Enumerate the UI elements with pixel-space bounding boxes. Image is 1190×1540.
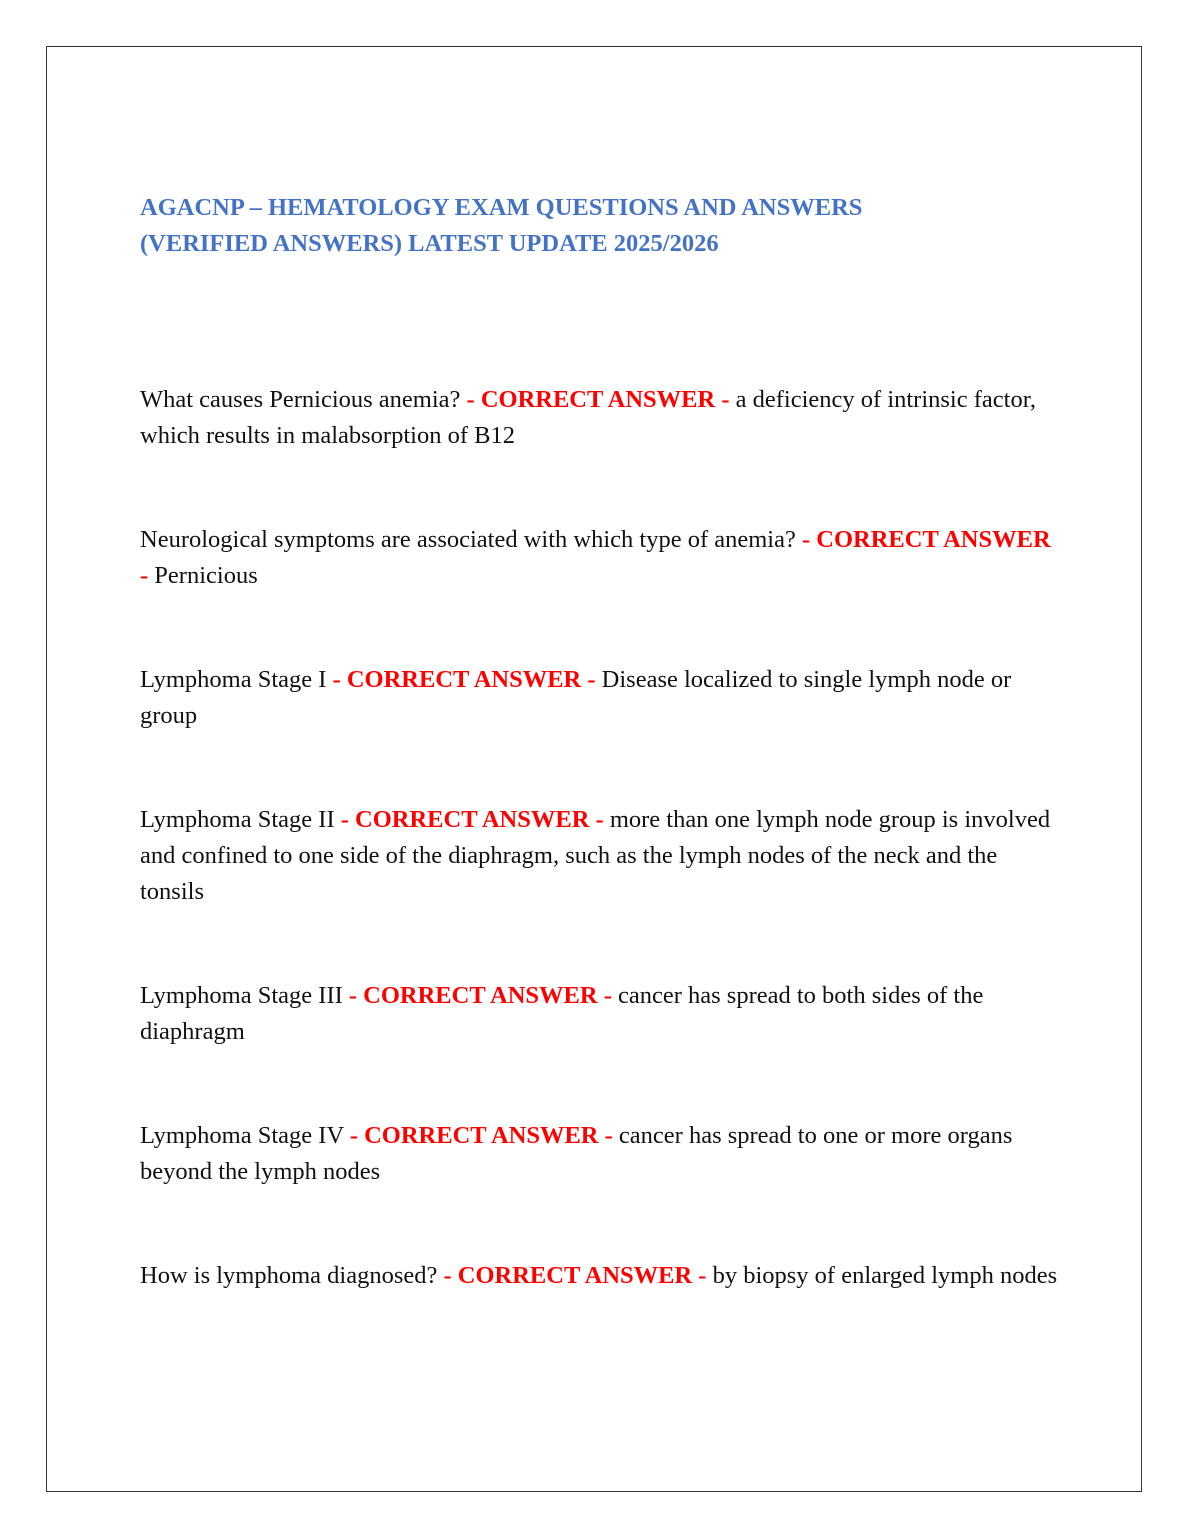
answer-text: more than one lymph node group is involved and confined to one side of the diaphragm, such as the lymph nodes of the neck and the tonsils <box>140 806 1051 905</box>
question-text: Lymphoma Stage I <box>140 666 327 693</box>
qa-item <box>140 1118 1060 1190</box>
answer-text: by biopsy of enlarged lymph nodes <box>712 1262 1058 1289</box>
answer-text: Pernicious <box>154 562 258 589</box>
question-text: Lymphoma Stage III <box>140 982 343 1009</box>
question-text: How is lymphoma diagnosed? <box>140 1262 438 1289</box>
correct-answer-marker: - CORRECT ANSWER - <box>332 666 596 693</box>
answer-text: a deficiency of intrinsic factor, which results in malabsorption of B12 <box>140 386 1037 449</box>
correct-answer-marker: - CORRECT ANSWER - <box>340 806 604 833</box>
question-text: Lymphoma Stage II <box>140 806 335 833</box>
qa-item <box>140 522 1060 594</box>
qa-item <box>140 382 1060 454</box>
correct-answer-marker: - CORRECT ANSWER - <box>443 1262 707 1289</box>
correct-answer-marker: - CORRECT ANSWER - <box>348 982 612 1009</box>
correct-answer-marker: - CORRECT ANSWER - <box>349 1122 613 1149</box>
qa-item <box>140 802 1060 910</box>
qa-item <box>140 1258 1060 1294</box>
answer-text: cancer has spread to both sides of the diaphragm <box>140 982 984 1045</box>
document-title <box>140 190 1040 262</box>
correct-answer-marker: - CORRECT ANSWER - <box>140 526 1051 589</box>
title-line-1: AGACNP – HEMATOLOGY EXAM QUESTIONS AND ANSWERS <box>140 194 863 221</box>
answer-text: Disease localized to single lymph node or group <box>140 666 1012 729</box>
question-text: What causes Pernicious anemia? <box>140 386 461 413</box>
answer-text: cancer has spread to one or more organs beyond the lymph nodes <box>140 1122 1013 1185</box>
qa-item <box>140 978 1060 1050</box>
title-line-2: (VERIFIED ANSWERS) LATEST UPDATE 2025/2026 <box>140 230 719 257</box>
question-text: Neurological symptoms are associated with which type of anemia? <box>140 526 796 553</box>
question-text: Lymphoma Stage IV <box>140 1122 344 1149</box>
correct-answer-marker: - CORRECT ANSWER - <box>466 386 730 413</box>
qa-item <box>140 662 1060 734</box>
